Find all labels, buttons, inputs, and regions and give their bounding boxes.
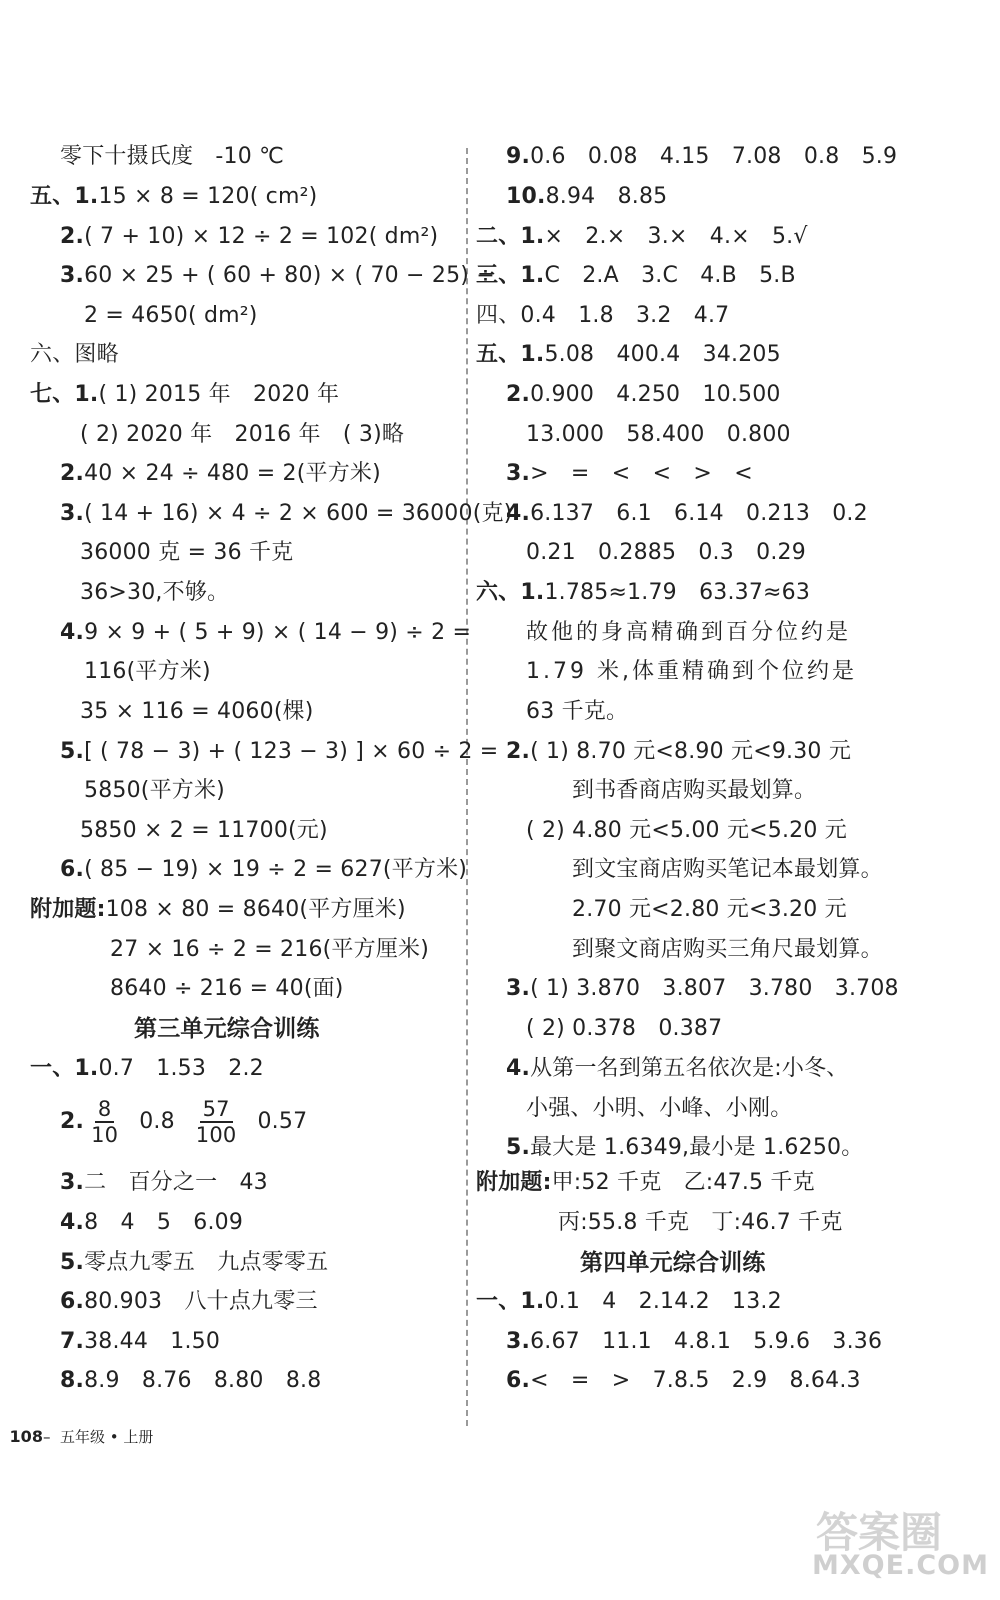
answer-line-fractions: 2. $\frac{8}{10}$ 0.8 $\frac{57}{100}$ 0.57 xyxy=(60,1097,308,1147)
answer-line: 4.从第一名到第五名依次是:小冬、 xyxy=(506,1056,849,1081)
answer-line: 7.38.44 1.50 xyxy=(60,1329,221,1354)
answer-line: 三、1.C 2.A 3.C 4.B 5.B xyxy=(476,263,796,288)
answer-line: 二、1.× 2.× 3.× 4.× 5.√ xyxy=(476,224,808,249)
answer-line: 5850 × 2 = 11700(元) xyxy=(80,818,328,843)
answer-line: 4.9 × 9 + ( 5 + 9) × ( 14 − 9) ÷ 2 = xyxy=(60,620,472,645)
answer-line: 到书香商店购买最划算。 xyxy=(572,778,817,803)
answer-line: 5.[ ( 78 − 3) + ( 123 − 3) ] × 60 ÷ 2 = xyxy=(60,739,499,764)
answer-line: 到文宝商店购买笔记本最划算。 xyxy=(572,857,883,882)
answer-line: 3.60 × 25 + ( 60 + 80) × ( 70 − 25) ÷ xyxy=(60,263,495,288)
watermark-logo xyxy=(810,1500,989,1592)
answer-line: 35 × 116 = 4060(棵) xyxy=(80,699,314,724)
answer-line: 1.79 米,体重精确到个位约是 xyxy=(526,659,857,684)
answer-line: 七、1.( 1) 2015 年 2020 年 xyxy=(30,382,340,407)
answer-line: 附加题:甲:52 千克 乙:47.5 千克 xyxy=(476,1170,815,1195)
page-number: 108 xyxy=(9,1427,43,1446)
answer-line: 27 × 16 ÷ 2 = 216(平方厘米) xyxy=(110,937,430,962)
answer-line: 2.40 × 24 ÷ 480 = 2(平方米) xyxy=(60,461,381,486)
answer-line: 3.( 14 + 16) × 4 ÷ 2 × 600 = 36000(克) xyxy=(60,501,513,526)
answer-line: ( 2) 0.378 0.387 xyxy=(526,1016,723,1041)
answer-line: 故他的身高精确到百分位约是 xyxy=(526,620,852,645)
answer-line: 5850(平方米) xyxy=(84,778,225,803)
answer-line: 五、1.15 × 8 = 120( cm²) xyxy=(30,184,318,209)
answer-line: 3.6.67 11.1 4.8.1 5.9.6 3.36 xyxy=(506,1329,883,1354)
grade-label: 五年级 • 上册 xyxy=(60,1428,154,1446)
answer-line: 9.0.6 0.08 4.15 7.08 0.8 5.9 xyxy=(506,144,898,169)
answer-line: 8.8.9 8.76 8.80 8.8 xyxy=(60,1368,322,1393)
answer-line: 63 千克。 xyxy=(526,699,629,724)
answer-line: 2.( 7 + 10) × 12 ÷ 2 = 102( dm²) xyxy=(60,224,439,249)
answer-line: 丙:55.8 千克 丁:46.7 千克 xyxy=(558,1210,843,1235)
page-footer: 108– 五年级 • 上册 xyxy=(9,1427,154,1446)
answer-line: 2 = 4650( dm²) xyxy=(84,303,258,328)
answer-line: 四、0.4 1.8 3.2 4.7 xyxy=(476,303,730,328)
answer-line: 36>30,不够。 xyxy=(80,580,230,605)
answer-line: ( 2) 2020 年 2016 年 ( 3)略 xyxy=(80,422,405,447)
fraction: $\frac{57}{100}$ xyxy=(195,1097,237,1147)
answer-line: 3.二 百分之一 43 xyxy=(60,1170,268,1195)
watermark-logo-mark: 答案圈 xyxy=(816,1508,943,1557)
watermark-site: MXQE.COM xyxy=(812,1550,989,1581)
section-heading: 第三单元综合训练 xyxy=(134,1016,320,1042)
fraction: $\frac{8}{10}$ xyxy=(91,1097,119,1147)
answer-line: 116(平方米) xyxy=(84,659,211,684)
answer-line: 六、1.1.785≈1.79 63.37≈63 xyxy=(476,580,811,605)
answer-line: 六、图略 xyxy=(30,342,119,367)
answer-line: 36000 克 = 36 千克 xyxy=(80,540,294,565)
answer-line: 6.( 85 − 19) × 19 ÷ 2 = 627(平方米) xyxy=(60,857,468,882)
answer-line: 零下十摄氏度 -10 ℃ xyxy=(60,144,285,169)
answer-line: 4.6.137 6.1 6.14 0.213 0.2 xyxy=(506,501,868,526)
column-divider xyxy=(466,148,468,1426)
answer-line: 0.21 0.2885 0.3 0.29 xyxy=(526,540,806,565)
answer-line: 2.70 元<2.80 元<3.20 元 xyxy=(572,897,847,922)
answer-line: 附加题:108 × 80 = 8640(平方厘米) xyxy=(30,897,406,922)
answer-line: 10.8.94 8.85 xyxy=(506,184,668,209)
answer-line: 6.< = > 7.8.5 2.9 8.64.3 xyxy=(506,1368,861,1393)
answer-line: 一、1.0.1 4 2.14.2 13.2 xyxy=(476,1289,782,1314)
answer-line: 6.80.903 八十点九零三 xyxy=(60,1289,318,1314)
answer-line: ( 2) 4.80 元<5.00 元<5.20 元 xyxy=(526,818,847,843)
answer-line: 一、1.0.7 1.53 2.2 xyxy=(30,1056,264,1081)
section-heading: 第四单元综合训练 xyxy=(580,1250,766,1276)
answer-line: 3.> = < < > < xyxy=(506,461,753,486)
answer-line: 到聚文商店购买三角尺最划算。 xyxy=(572,937,883,962)
answer-line: 小强、小明、小峰、小刚。 xyxy=(526,1096,793,1121)
answer-line: 2.0.900 4.250 10.500 xyxy=(506,382,781,407)
answer-line: 5.零点九零五 九点零零五 xyxy=(60,1250,329,1275)
answer-line: 13.000 58.400 0.800 xyxy=(526,422,791,447)
answer-line: 2.( 1) 8.70 元<8.90 元<9.30 元 xyxy=(506,739,852,764)
answer-line: 8640 ÷ 216 = 40(面) xyxy=(110,976,344,1001)
answer-line: 五、1.5.08 400.4 34.205 xyxy=(476,342,781,367)
answer-line: 5.最大是 1.6349,最小是 1.6250。 xyxy=(506,1135,864,1160)
answer-line: 3.( 1) 3.870 3.807 3.780 3.708 xyxy=(506,976,899,1001)
answer-line: 4.8 4 5 6.09 xyxy=(60,1210,244,1235)
